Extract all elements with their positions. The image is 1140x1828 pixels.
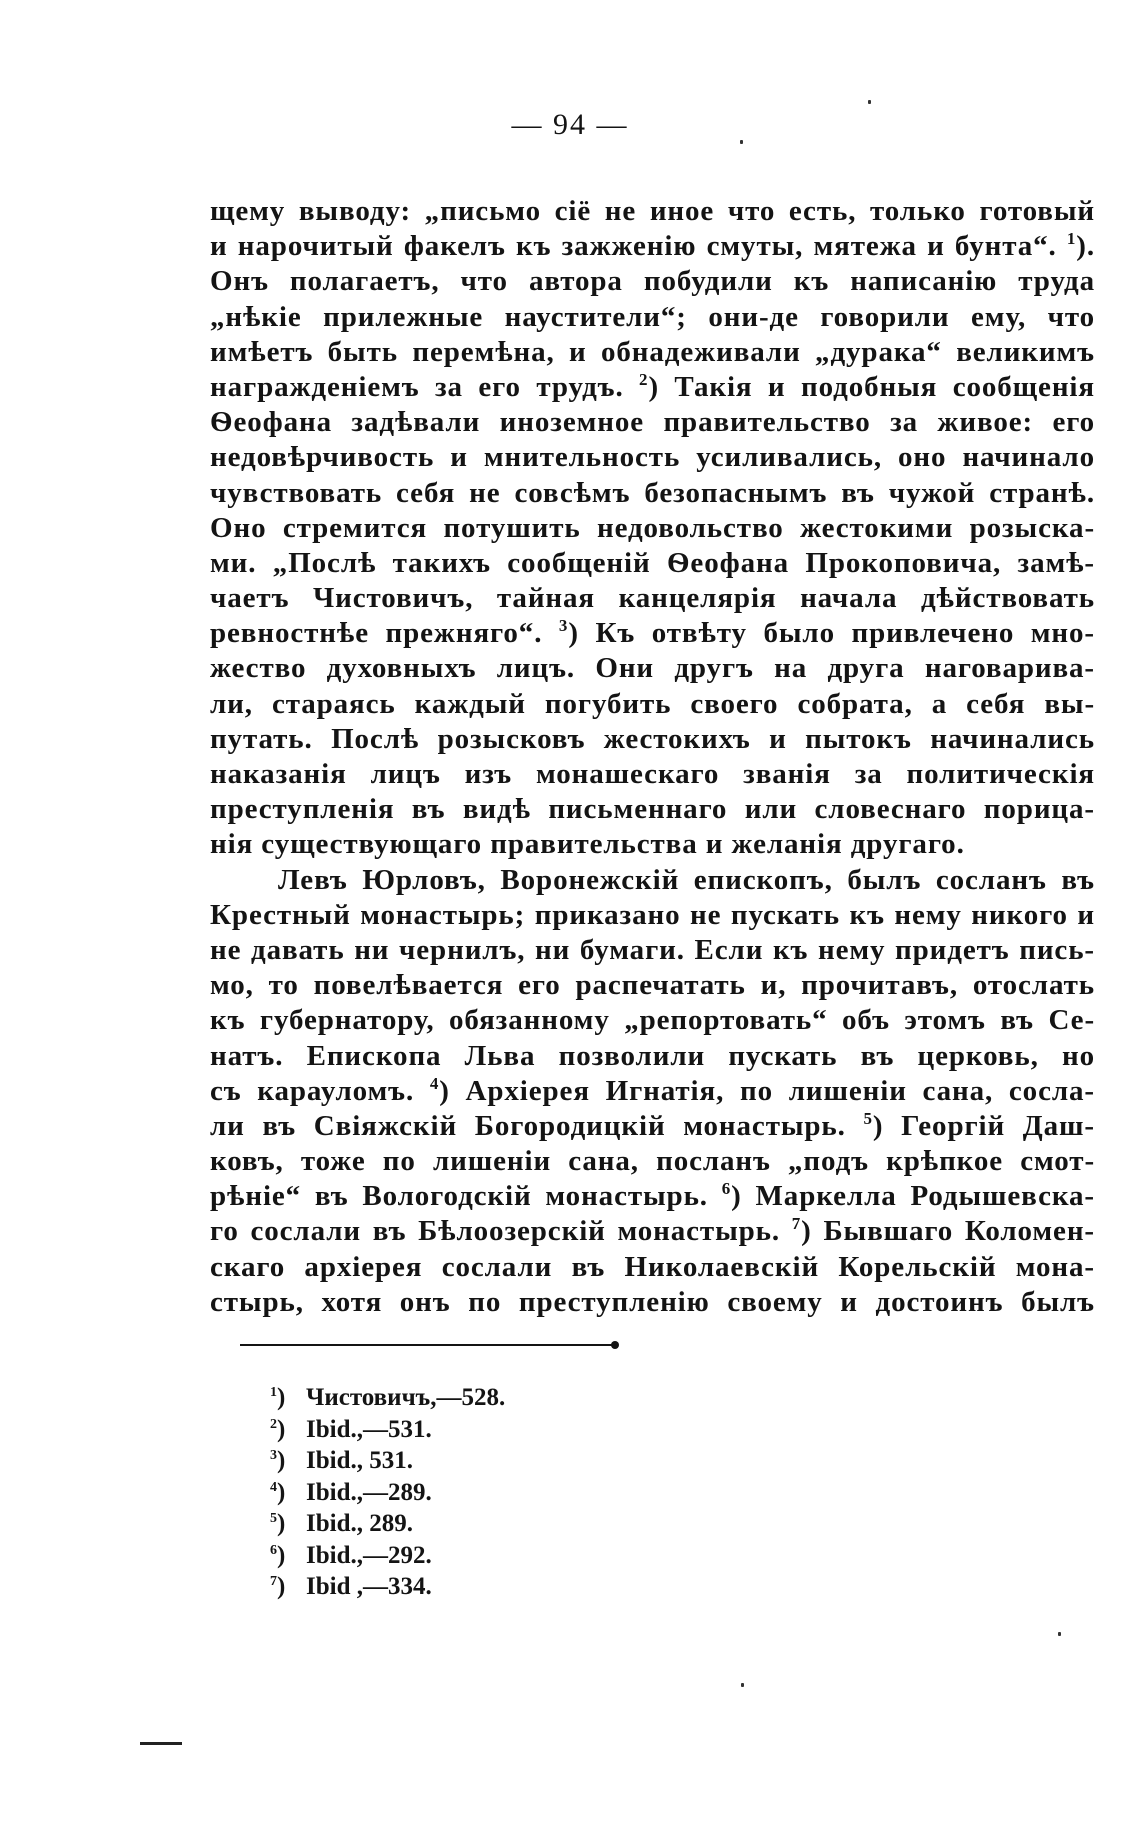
text-line (210, 722, 1095, 757)
text-line (210, 687, 1095, 722)
text-line (210, 511, 1095, 546)
footnote-reference: 6 (721, 1179, 732, 1199)
text-line (210, 300, 1095, 335)
footnote-marker: $^6$) (270, 1541, 286, 1569)
text-line (210, 405, 1095, 440)
text-line-content: Левъ Юрловъ, Воронежскій епископъ, былъ сосланъ въ (278, 863, 1095, 896)
text-line-content: преступленія въ видѣ письменнаго или словеснаго порица- (210, 793, 1095, 826)
footnote-reference: 2 (639, 369, 649, 389)
footnote-marker-number: 5 (270, 1511, 277, 1526)
text-line (210, 335, 1095, 370)
text-line-content: нія существующаго правительства и желанія другаго. (210, 828, 965, 861)
print-speck (741, 1683, 744, 1687)
text-line-continuation: ) Маркелла Родышевска- (731, 1180, 1095, 1213)
footnote-item (270, 1540, 505, 1572)
footnote-text: Ibid., 289. (306, 1510, 413, 1537)
text-line (210, 1039, 1095, 1074)
text-line-content: съ карауломъ. (210, 1074, 430, 1107)
text-line-content: награжденіемъ за его трудъ. (210, 370, 640, 403)
text-line-content: къ губернатору, обязанному „репортовать“ объ этомъ въ Се- (210, 1004, 1095, 1037)
text-line-content: не давать ни чернилъ, ни бумаги. Если къ нему придетъ пись- (210, 933, 1095, 966)
body-text (210, 194, 1095, 1320)
text-line-content: го сослали въ Бѣлоозерскій монастырь. (210, 1215, 792, 1248)
text-line (210, 1074, 1095, 1109)
footnote-item (270, 1477, 505, 1509)
text-line (210, 968, 1095, 1003)
text-line-content: щему выводу: „письмо сіё не иное что есть, только готовый (210, 195, 1095, 227)
footnote-marker: $^4$) (270, 1478, 286, 1506)
footnotes (270, 1382, 505, 1603)
text-line (210, 546, 1095, 581)
text-line (210, 933, 1095, 968)
text-line (210, 1109, 1095, 1144)
text-line-continuation: ). (1076, 230, 1095, 263)
margin-dash-mark (140, 1742, 182, 1745)
text-line-content: недовѣрчивость и мнительность усиливались, оно начинало (210, 441, 1095, 474)
footnote-marker-number: 4 (270, 1479, 277, 1495)
text-line-content: чувствовать себя не совсѣмъ безопаснымъ въ чужой странѣ. (210, 476, 1095, 509)
text-line (210, 1179, 1095, 1214)
text-line-content: ревностнѣе прежняго“. (210, 617, 559, 650)
text-line (210, 440, 1095, 475)
print-speck (868, 100, 871, 104)
text-line-content: рѣніе“ въ Вологодскій монастырь. (210, 1180, 722, 1213)
text-line (210, 898, 1095, 933)
text-line (210, 1003, 1095, 1038)
print-speck (740, 140, 743, 144)
text-line (210, 194, 1095, 229)
text-line-content: чаетъ Чистовичъ, тайная канцелярія начала дѣйствовать (210, 582, 1095, 615)
print-speck (1058, 1632, 1061, 1636)
text-line-content: натъ. Епископа Льва позволили пускать въ церковь, но (210, 1039, 1095, 1072)
text-line (210, 792, 1095, 827)
text-line-continuation: ) Къ отвѣту было привлечено мно- (568, 617, 1095, 650)
footnote-marker-number: 3 (270, 1448, 277, 1463)
footnote-separator-rule (240, 1344, 615, 1346)
footnote-marker-number: 7 (270, 1574, 277, 1589)
text-line (210, 1285, 1095, 1320)
text-line-content: и нарочитый факелъ къ зажженію смуты, мятежа и бунта“. (210, 230, 1067, 263)
text-line-content: ковъ, тоже по лишеніи сана, посланъ „подъ крѣпкое смот- (210, 1145, 1095, 1178)
footnote-item (270, 1382, 505, 1414)
text-line (210, 1144, 1095, 1179)
footnote-text: Ibid., 531. (306, 1447, 413, 1474)
text-line (210, 863, 1095, 898)
text-line-content: Оно стремится потушить недовольство жестокими розыска- (210, 511, 1095, 544)
footnote-reference: 5 (863, 1108, 873, 1128)
footnote-item (270, 1571, 505, 1603)
footnote-reference: 1 (1066, 229, 1077, 249)
footnote-text: Ibid.,—289. (306, 1478, 432, 1506)
text-line (210, 827, 1095, 862)
text-line-continuation: ) Архіерея Игнатія, по лишеніи сана, сосла- (439, 1074, 1095, 1107)
footnote-marker: $^2$) (270, 1415, 286, 1443)
text-line-content: скаго архіерея сослали въ Николаевскій Корельскій мона- (210, 1250, 1095, 1283)
footnote-marker: $^7$) (270, 1573, 286, 1600)
footnote-text: Ibid ,—334. (306, 1573, 432, 1600)
footnote-marker: $^1$) (270, 1384, 286, 1411)
footnote-reference: 7 (791, 1214, 802, 1234)
text-line (210, 264, 1095, 299)
footnote-reference: 4 (429, 1073, 440, 1093)
text-line-content: ми. „Послѣ такихъ сообщеній Ѳеофана Прокоповича, замѣ- (210, 546, 1095, 579)
text-line-content: наказанія лицъ изъ монашескаго званія за политическія (210, 758, 1095, 790)
text-line-content: путать. Послѣ розысковъ жестокихъ и пытокъ начинались (210, 722, 1095, 755)
footnote-item (270, 1414, 505, 1446)
text-line (210, 616, 1095, 651)
text-line-continuation: ) Такія и подобныя сообщенія (648, 370, 1095, 403)
text-line-content: мо, то повелѣвается его распечатать и, прочитавъ, отослать (210, 969, 1095, 1002)
text-line-content: „нѣкіе прилежные наустители“; они-де говорили ему, что (210, 300, 1095, 333)
footnote-item (270, 1508, 505, 1540)
footnote-text: Ibid.,—292. (306, 1541, 432, 1569)
text-line (210, 229, 1095, 264)
text-line (210, 651, 1095, 686)
text-line-content: Крестный монастырь; приказано не пускать къ нему никого и (210, 898, 1095, 931)
footnote-item (270, 1445, 505, 1477)
text-line-content: ли въ Свіяжскій Богородицкій монастырь. (210, 1109, 864, 1142)
footnote-marker-number: 2 (270, 1416, 277, 1432)
text-line (210, 757, 1095, 792)
text-line (210, 370, 1095, 405)
footnote-text: Чистовичъ,—528. (306, 1384, 506, 1411)
footnote-text: Ibid.,—531. (306, 1415, 432, 1443)
text-line-content: имѣетъ быть перемѣна, и обнадеживали „дурака“ великимъ (210, 335, 1095, 368)
footnote-marker-number: 1 (270, 1385, 277, 1400)
text-line-content: Онъ полагаетъ, что автора побудили къ написанію труда (210, 265, 1095, 298)
text-line (210, 476, 1095, 511)
page-number: — 94 — (511, 108, 629, 141)
text-line-continuation: ) Георгій Даш- (872, 1109, 1095, 1142)
footnote-marker: $^3$) (270, 1447, 286, 1474)
footnote-marker-number: 6 (270, 1542, 277, 1558)
text-line-content: жество духовныхъ лицъ. Они другъ на друга наговарива- (210, 652, 1095, 685)
text-line (210, 1214, 1095, 1249)
footnote-reference: 3 (558, 616, 569, 636)
text-line (210, 581, 1095, 616)
text-line-continuation: ) Бывшаго Коломен- (801, 1215, 1095, 1248)
text-line-content: стырь, хотя онъ по преступленію своему и достоинъ былъ (210, 1285, 1095, 1318)
text-line-content: Ѳеофана задѣвали иноземное правительство за живое: его (210, 406, 1095, 439)
text-line-content: ли, стараясь каждый погубить своего собрата, а себя вы- (210, 687, 1095, 720)
footnote-marker: $^5$) (270, 1510, 286, 1537)
text-line (210, 1250, 1095, 1285)
